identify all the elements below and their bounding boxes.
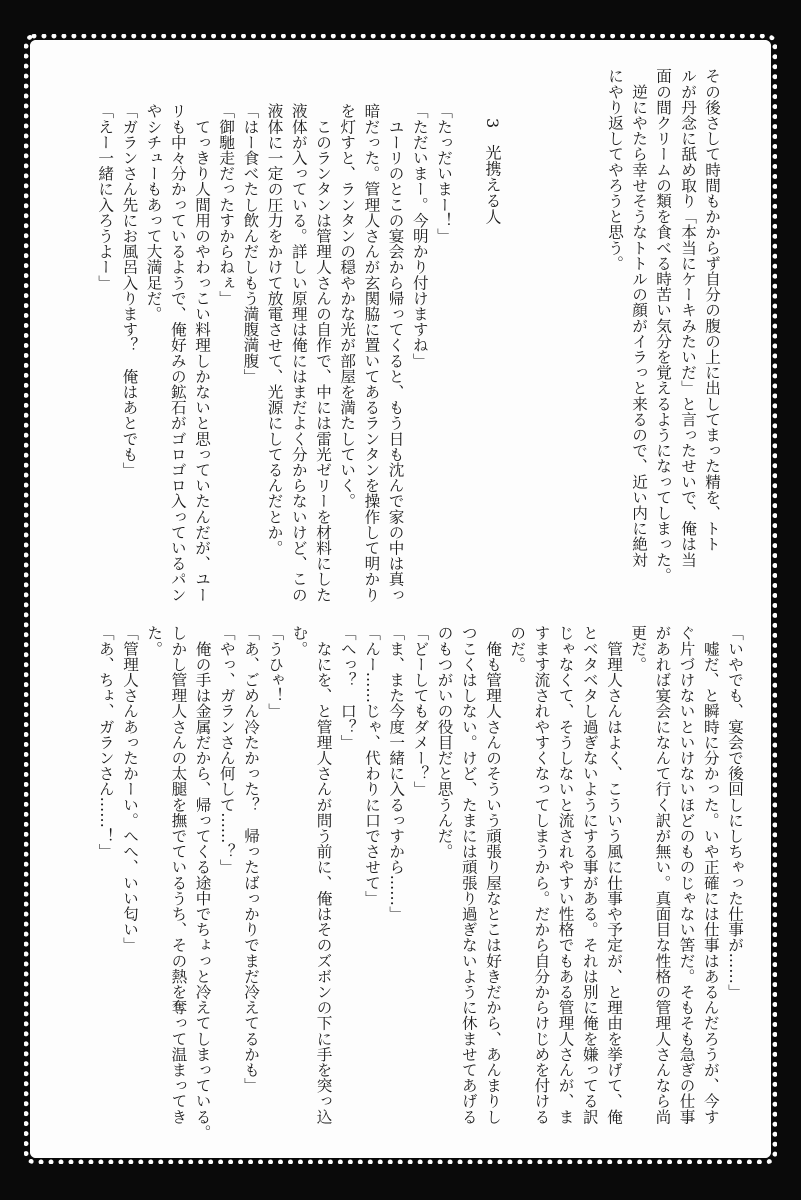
text-column: む。: [290, 625, 309, 657]
chapter-number: 3: [483, 118, 502, 129]
text-column: 「んー……じゃ、代わりに口でさせて」: [363, 625, 381, 906]
text-column: その後さして時間もかからず自分の腹の上に出してまった精を、トト: [703, 68, 721, 552]
text-column: 「あ、ちょ、ガランさん……！」: [96, 625, 115, 859]
text-column: つこくはしない。けど、たまには頑張り過ぎないように休ませてあげる: [459, 625, 478, 1125]
text-column: 管理人さんはよく、こういう風に仕事や予定が、と理由を挙げて、俺: [605, 625, 623, 1125]
text-column: 「御馳走だったすからねぇ」: [217, 103, 236, 306]
text-column: 俺の手は金属だから、帰ってくる途中でちょっと冷えてしまっている。: [193, 625, 212, 1140]
text-column: ぐ片づけないといけないほどのものじゃない筈だ。そもそも急ぎの仕事: [677, 625, 696, 1125]
text-column: 「ただいまー。今明かり付けますね」: [410, 103, 429, 369]
chapter-heading: [483, 118, 501, 478]
text-column: なにを、と管理人さんが問う前に、俺はそのズボンの下に手を突っ込: [314, 625, 333, 1125]
text-column: 「うひゃ！」: [266, 625, 285, 719]
text-column: のだ。: [508, 625, 527, 672]
text-column: リも中々分かっているようで、俺好みの鉱石がゴロゴロ入っているパン: [168, 103, 187, 603]
text-column: のもつがいの役目だと思うんだ。: [435, 625, 454, 859]
text-column: 「あ、ごめん冷たかった？ 帰ったばっかりでまだ冷えてるかも」: [242, 625, 260, 1093]
text-column: 「ま、また今度一緒に入るっすから……」: [387, 625, 406, 922]
text-column: 「管理人さんあったかーい。へへ、いい匂い」: [121, 625, 139, 953]
text-column: すます流されやすくなってしまうから。だから自分からけじめを付ける: [532, 625, 551, 1125]
text-column: を灯すと、ランタンの穏やかな光が部屋を満たしていく。: [338, 103, 357, 509]
text-column: にやり返してやろうと思う。: [606, 68, 624, 271]
book-page: [30, 40, 771, 1158]
text-column: 「たっだいまー！」: [435, 103, 453, 244]
text-column: 液体に一定の圧力をかけて放電させて、光源にしてるんだとか。: [265, 103, 284, 556]
text-column: とベタベタし過ぎないようにする事がある。それは別に俺を嫌ってる訳: [580, 625, 599, 1125]
text-column: 俺も管理人さんのそういう頑張り屋なとこは好きだから、あんまりし: [484, 625, 502, 1125]
text-column: 更だ。: [629, 625, 648, 672]
chapter-gap: [483, 128, 502, 144]
text-column: じゃなくて、そうしないと流されやすい性格でもある管理人さんが、ま: [556, 625, 575, 1125]
chapter-title: 光携える人: [483, 144, 502, 225]
text-column: やシチューもあって大満足だ。: [144, 103, 163, 322]
text-column: 嘘だ、と瞬時に分かった。いや正確には仕事はあるんだろうが、今す: [701, 625, 720, 1125]
text-column: 「いやでも、宴会で後回しにしちゃった仕事が……」: [726, 625, 744, 1000]
text-column: 「はー食べたし飲んだしもう満腹満腹」: [241, 103, 260, 384]
text-column: しかし管理人さんの太腿を撫でているうち、その熱を奪って温まってき: [169, 625, 188, 1125]
text-column: ユーリのとこの宴会から帰ってくると、もう日も沈んで家の中は真っ: [386, 103, 405, 603]
text-column: 「どーしてもダメー？」: [411, 625, 430, 797]
text-column: があれば宴会になんて行く訳が無い。真面目な性格の管理人さんなら尚: [653, 625, 672, 1125]
text-column: た。: [145, 625, 164, 657]
text-column: 「えー一緒に入ろうよー」: [96, 103, 115, 291]
text-column: ルが丹念に舐め取り「本当にケーキみたいだ」と言ったせいで、俺は当: [679, 68, 697, 568]
text-column: このランタンは管理人さんの自作で、中には雷光ゼリーを材料にした: [314, 103, 332, 603]
text-column: 「やっ、ガランさん何して……？」: [217, 625, 236, 875]
text-column: 「ガランさん先にお風呂入ります？ 俺はあとでも」: [120, 103, 139, 478]
text-column: 暗だった。管理人さんが玄関脇に置いてあるランタンを操作して明かり: [362, 103, 381, 603]
text-column: 逆にやたら幸せそうなトトルの顔がイラっと来るので、近い内に絶対: [630, 68, 648, 568]
text-column: 「へっ？ 口？」: [338, 625, 357, 750]
text-column: てっきり人間用のやわっこい料理しかないと思っていたんだが、ユー: [193, 103, 211, 603]
text-column: 液体が入っている。詳しい原理は俺にはまだよく分からないけど、この: [289, 103, 308, 603]
text-column: 面の間クリームの類を食べる時苦い気分を覚えるようになってしまった。: [654, 68, 672, 583]
